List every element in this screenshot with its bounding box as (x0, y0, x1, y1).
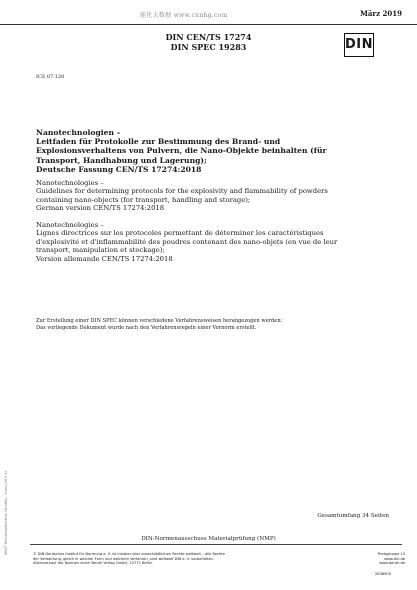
total-pages: Gesamtumfang 34 Seiten (317, 513, 389, 519)
copyright-notice (33, 552, 288, 566)
copyright-line: Alleinverkauf der Normen durch Beuth Verlag GmbH, 10772 Berlin (33, 561, 153, 566)
publication-date: März 2019 (360, 9, 402, 18)
title-de-line: Deutsche Fassung CEN/TS 17274:2018 (36, 164, 202, 174)
document-number: 2838900 (375, 572, 392, 576)
watermark: 能化大数据 www.cnnhg.com (140, 12, 228, 19)
title-de-line: Leitfaden für Protokolle zur Bestimmung des Brand- und (36, 137, 281, 147)
title-fr-line: Lignes directrices sur les protocoles permettant de déterminer les caractéristiques (36, 229, 324, 238)
ics-code: ICS 07.120 (36, 74, 65, 80)
price-and-links (355, 552, 405, 566)
note-line: Das vorliegende Dokument wurde nach den Verfahrensregeln einer Vornorm erstellt. (36, 324, 257, 331)
title-de-line: Transport, Handhabung und Lagerung); (36, 155, 207, 165)
title-de-line: Explosionsverhaltens von Pulvern, die Nano-Objekte beinhalten (für (36, 146, 327, 156)
copyright-line: © DIN Deutsches Institut für Normung e. V. ist Inhaber aller ausschließlichen Rechte weltweit – alle Rechte (33, 552, 225, 556)
title-german (36, 128, 388, 174)
dinspec-note (36, 318, 386, 331)
title-fr-line: Version allemande CEN/TS 17274:2018 (36, 254, 173, 263)
title-french (36, 221, 388, 263)
title-en-line: German version CEN/TS 17274:2018 (36, 204, 165, 213)
din-logo: DIN (344, 33, 374, 57)
copyright-line: der Verwertung, gleich in welcher Form und welchem Verfahren, sind weltweit DIN e. V. vorbehalten. (33, 556, 214, 561)
title-fr-line: Nanotechnologies – (36, 221, 104, 229)
standard-number-2: DIN SPEC 19283 (170, 42, 247, 52)
price-group: Preisgruppe 15 (377, 552, 405, 556)
top-rule (0, 24, 417, 25)
din-website-link[interactable]: www.din.de (384, 556, 405, 561)
title-en-line: Guidelines for determining protocols for the explosivity and flammability of powders (36, 187, 328, 196)
title-en-line: Nanotechnologies – (36, 179, 104, 187)
title-fr-line: d'explosivité et d'inflammabilité des poudres contenant des nano-objets (en vue de leur (36, 237, 338, 246)
beuth-website-link[interactable]: www.beuth.de (379, 561, 405, 566)
side-margin-text: iBOOT Berichtenbibliothek Stichtitle - Stand 2019-03 (4, 470, 8, 555)
committee: DIN-Normenausschuss Materialprüfung (NMP) (141, 536, 276, 542)
title-fr-line: transport, manipulation et stockage); (36, 246, 165, 255)
title-english (36, 179, 388, 213)
title-de-line: Nanotechnologien – (36, 128, 121, 137)
standard-number-1: DIN CEN/TS 17274 (165, 32, 252, 42)
title-en-line: containing nano-objects (for transport, handling and storage); (36, 195, 251, 204)
footer-rule (30, 544, 402, 545)
note-line: Zur Erstellung einer DIN SPEC können verschiedene Verfahrensweisen herangezogen werden: (36, 318, 283, 324)
